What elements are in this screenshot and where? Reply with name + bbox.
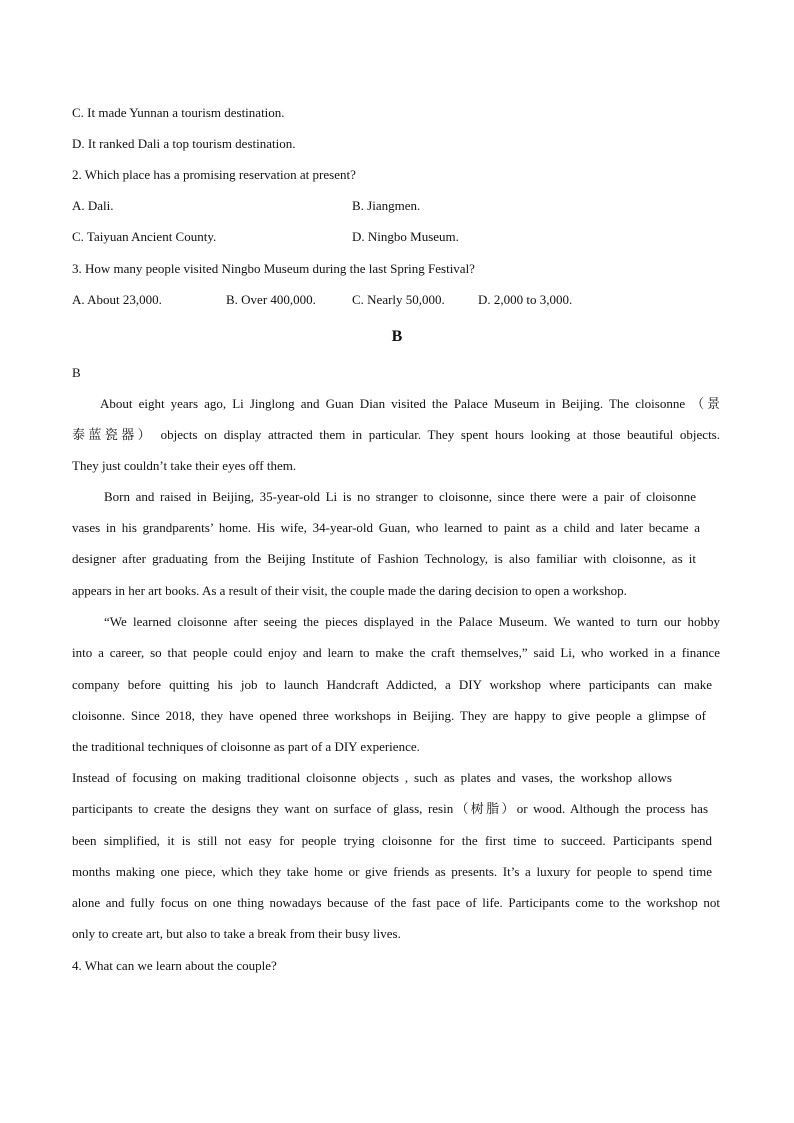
passage-line: Instead of focusing on making traditional cloisonne objects , such as plates and vases, the workshop allows [72, 770, 672, 785]
passage-line: company before quitting his job to launch Handcraft Addicted, a DIY workshop where participants can make [72, 677, 712, 692]
section-title: B [391, 328, 403, 345]
passage-line: alone and fully focus on one thing nowadays because of the fast pace of life. Participants come to the workshop not [72, 895, 720, 910]
q3-option-a: A. About 23,000. [72, 292, 162, 307]
section-label: B [72, 365, 81, 380]
passage-line: “We learned cloisonne after seeing the pieces displayed in the Palace Museum. We wanted to turn our hobby [104, 614, 720, 629]
q4-question: 4. What can we learn about the couple? [72, 958, 277, 973]
passage-line: About eight years ago, Li Jinglong and Guan Dian visited the Palace Museum in Beijing. The cloisonne （景 [100, 396, 720, 411]
passage-line: only to create art, but also to take a break from their busy lives. [72, 926, 401, 941]
q3-option-b: B. Over 400,000. [226, 292, 316, 307]
q3-option-d: D. 2,000 to 3,000. [478, 292, 573, 307]
passage-line: months making one piece, which they take home or give friends as presents. It’s a luxury for people to spend time [72, 864, 712, 879]
q2-option-b: B. Jiangmen. [352, 198, 421, 213]
passage-line: They just couldn’t take their eyes off them. [72, 458, 297, 473]
q3-question: 3. How many people visited Ningbo Museum during the last Spring Festival? [72, 261, 475, 276]
passage-line: vases in his grandparents’ home. His wife, 34-year-old Guan, who learned to paint as a child and later became a [72, 520, 700, 535]
q3-option-c: C. Nearly 50,000. [352, 292, 445, 307]
q2-option-a: A. Dali. [72, 198, 114, 213]
q2-question: 2. Which place has a promising reservation at present? [72, 167, 356, 182]
passage-line: into a career, so that people could enjoy and learn to make the craft themselves,” said Li, who worked in a finance [72, 645, 720, 660]
passage-line: cloisonne. Since 2018, they have opened three workshops in Beijing. They are happy to give people a glimpse of [72, 708, 706, 723]
passage-line: Born and raised in Beijing, 35-year-old Li is no stranger to cloisonne, since there were a pair of cloisonne [104, 489, 696, 504]
passage-line: been simplified, it is still not easy for people trying cloisonne for the first time to succeed. Participants spend [72, 833, 712, 848]
q2-option-c: C. Taiyuan Ancient County. [72, 229, 217, 244]
passage-line: designer after graduating from the Beijing Institute of Fashion Technology, is also familiar with cloisonne, as it [72, 551, 696, 566]
passage-line: 泰蓝瓷器） objects on display attracted them in particular. They spent hours looking at those beautiful objects. [72, 427, 720, 442]
q1-option-c: C. It made Yunnan a tourism destination. [72, 105, 285, 120]
q1-option-d: D. It ranked Dali a top tourism destination. [72, 136, 296, 151]
q2-option-d: D. Ningbo Museum. [352, 229, 459, 244]
passage-line: the traditional techniques of cloisonne as part of a DIY experience. [72, 739, 420, 754]
passage-line: participants to create the designs they want on surface of glass, resin（树脂）or wood. Although the process has [72, 801, 708, 816]
passage-line: appears in her art books. As a result of their visit, the couple made the daring decision to open a workshop. [72, 583, 627, 598]
